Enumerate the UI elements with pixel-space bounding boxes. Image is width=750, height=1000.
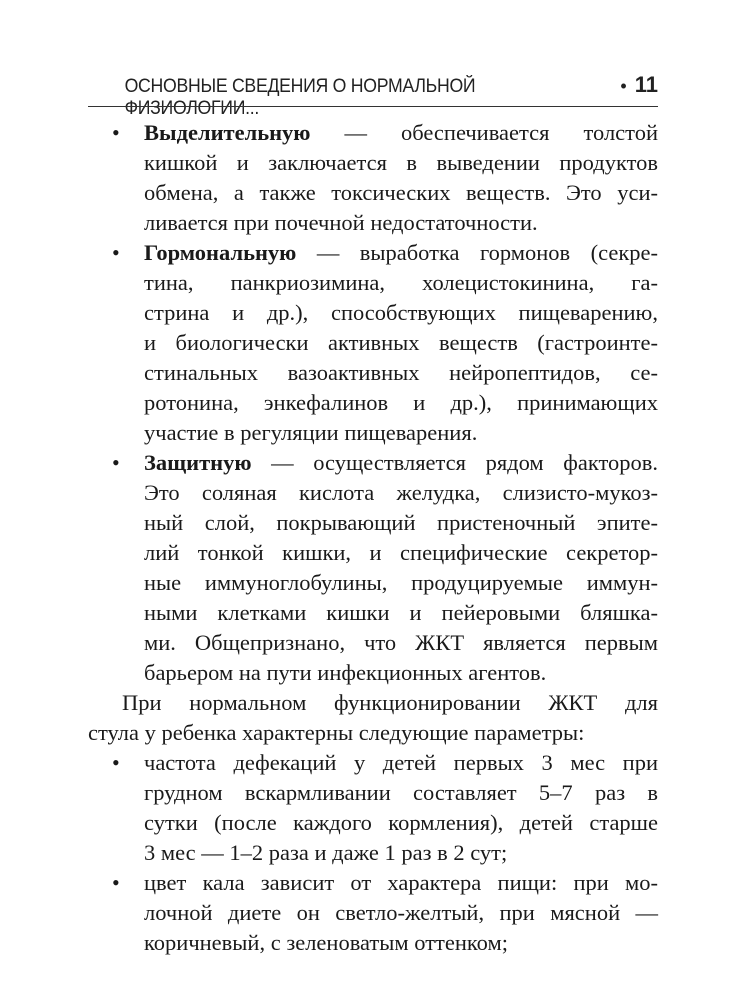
list-item-protective	[88, 448, 658, 688]
paragraph	[88, 688, 658, 748]
text-line: стула у ребенка характерны следующие параметры:	[88, 720, 585, 745]
bullet-icon: •	[112, 450, 120, 475]
item-text: — выработка гормонов (секре-	[296, 240, 658, 265]
bullet-icon: •	[112, 120, 120, 145]
text-line: барьером на пути инфекционных агентов.	[144, 660, 547, 685]
term-bold: Защитную	[144, 450, 252, 475]
text-line: стинальных вазоактивных нейропептидов, се-	[144, 360, 658, 385]
text-line: лочной диете он светло-желтый, при мясной —	[144, 900, 658, 925]
text-line: ные иммуноглобулины, продуцируемые иммун-	[144, 570, 658, 595]
text-line: кишкой и заключается в выведении продуктов	[144, 150, 658, 175]
text-line: грудном вскармливании составляет 5–7 раз в	[144, 780, 658, 805]
bullet-icon: •	[112, 870, 120, 895]
text-line: ми. Общепризнано, что ЖКТ является первым	[144, 630, 658, 655]
text-line: Это соляная кислота желудка, слизисто-мукоз-	[144, 480, 658, 505]
text-line: ными клетками кишки и пейеровыми бляшка-	[144, 600, 658, 625]
text-line: стрина и др.), способствующих пищеварению,	[144, 300, 658, 325]
bullet-icon: •	[112, 750, 120, 775]
text-line: ливается при почечной недостаточности.	[144, 210, 538, 235]
page-number: 11	[634, 72, 658, 97]
term-bold: Выделительную	[144, 120, 311, 145]
list-item-excretory	[88, 118, 658, 238]
list-item-frequency	[88, 748, 658, 868]
text-line: При нормальном функционировании ЖКТ для	[122, 690, 658, 715]
item-text: — обеспечивается толстой	[310, 120, 658, 145]
text-line: цвет кала зависит от характера пищи: при мо-	[144, 870, 658, 895]
text-line: 3 мес — 1–2 раза и даже 1 раз в 2 сут;	[144, 840, 508, 865]
text-line: ный слой, покрывающий пристеночный эпите-	[144, 510, 658, 535]
text-line: сутки (после каждого кормления), детей старше	[144, 810, 658, 835]
text-line: тина, панкриозимина, холецистокинина, га-	[144, 270, 658, 295]
running-head-bullet: •	[620, 76, 627, 96]
item-text: — осуществляется рядом факторов.	[251, 450, 658, 475]
text-line: частота дефекаций у детей первых 3 мес при	[144, 750, 658, 775]
running-head-title: ОСНОВНЫЕ СВЕДЕНИЯ О НОРМАЛЬНОЙ ФИЗИОЛОГИИ...	[124, 76, 476, 119]
list-item-hormonal	[88, 238, 658, 448]
running-head	[88, 72, 658, 119]
list-item-color	[88, 868, 658, 958]
term-bold: Гормональную	[144, 240, 297, 265]
text-line: обмена, а также токсических веществ. Это уси-	[144, 180, 658, 205]
text-line: и биологически активных веществ (гастроинте-	[144, 330, 658, 355]
text-line: лий тонкой кишки, и специфические секретор-	[144, 540, 658, 565]
text-line: коричневый, с зеленоватым оттенком;	[144, 930, 508, 955]
text-line: участие в регуляции пищеварения.	[144, 420, 478, 445]
header-rule	[88, 106, 658, 107]
bullet-icon: •	[112, 240, 120, 265]
text-line: ротонина, энкефалинов и др.), принимающих	[144, 390, 658, 415]
body-text	[88, 118, 658, 958]
